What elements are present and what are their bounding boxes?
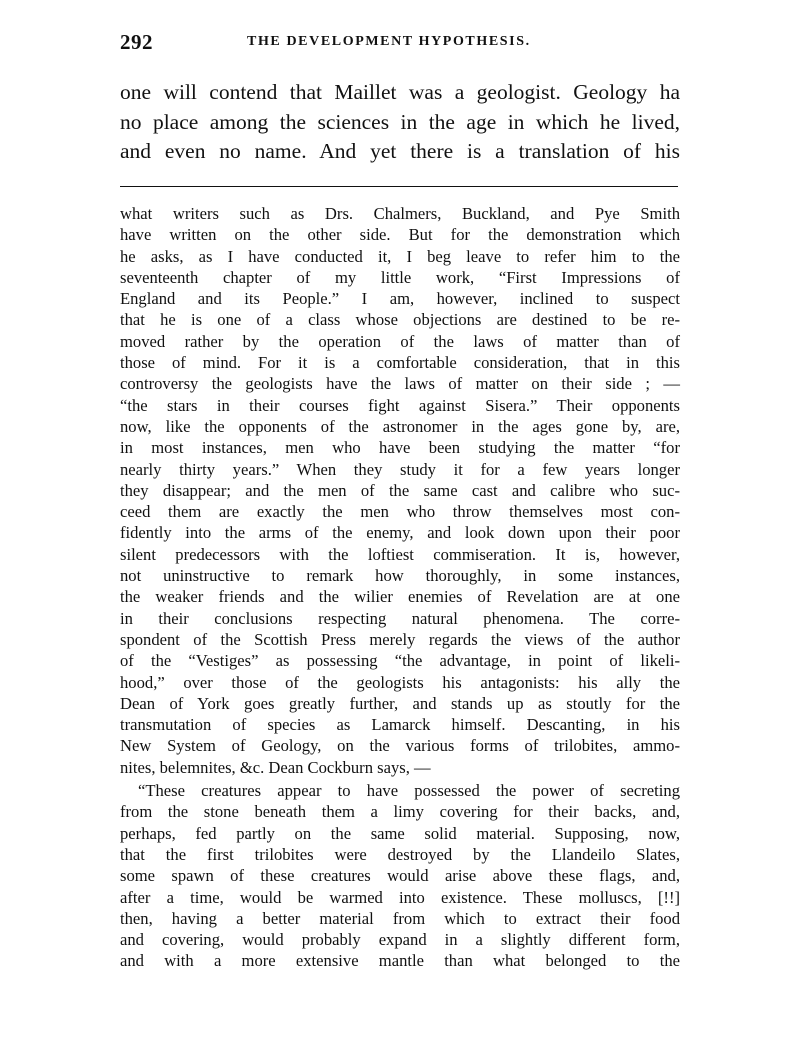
- footnote-line: now, like the opponents of the astronomer in the ages gone by, are,: [120, 416, 680, 436]
- footnote-line: and with a more extensive mantle than what belonged to the: [120, 951, 680, 971]
- footnote-line: England and its People.” I am, however, inclined to suspect: [120, 289, 680, 309]
- footnote-line: in their conclusions respecting natural phenomena. The corre-: [120, 608, 680, 628]
- body-line: and even no name. And yet there is a translation of his: [120, 139, 680, 163]
- footnote-line: what writers such as Drs. Chalmers, Buckland, and Pye Smith: [120, 204, 680, 223]
- footnote-line: fidently into the arms of the enemy, and look down upon their poor: [120, 523, 680, 543]
- footnote-line: hood,” over those of the geologists his antagonists: his ally the: [120, 672, 680, 692]
- footnote-line: in most instances, men who have been studying the matter “for: [120, 438, 680, 458]
- footnote-line: “These creatures appear to have possessed the power of secreting: [138, 781, 680, 801]
- footnote-line: transmutation of species as Lamarck himself. Descanting, in his: [120, 715, 680, 735]
- footnote-line: from the stone beneath them a limy covering for their backs, and,: [120, 802, 680, 822]
- footnote-line: they disappear; and the men of the same cast and calibre who suc-: [120, 480, 680, 500]
- footnote-line: ceed them are exactly the men who throw themselves most con-: [120, 502, 680, 522]
- page-number: 292: [120, 30, 153, 54]
- footnote-line: Dean of York goes greatly further, and stands up as stoutly for the: [120, 693, 680, 713]
- footnote-line: “the stars in their courses fight against Sisera.” Their opponents: [120, 395, 680, 415]
- footnote-line: not uninstructive to remark how thoroughly, in some instances,: [120, 566, 680, 586]
- body-line: one will contend that Maillet was a geologist. Geology ha: [120, 80, 680, 104]
- body-line: no place among the sciences in the age in which he lived,: [120, 109, 680, 134]
- footnote-line: some spawn of these creatures would arise above these flags, and,: [120, 866, 680, 886]
- footnote-line: that he is one of a class whose objections are destined to be re-: [120, 310, 680, 330]
- footnote-line: have written on the other side. But for the demonstration which: [120, 225, 680, 245]
- footnote-line: the weaker friends and the wilier enemies of Revelation are at one: [120, 587, 680, 607]
- footnote-line: he asks, as I have conducted it, I beg leave to refer him to the: [120, 246, 680, 266]
- footnote-line: of the “Vestiges” as possessing “the advantage, in point of likeli-: [120, 651, 680, 671]
- footnote-line: then, having a better material from which to extract their food: [120, 908, 680, 928]
- footnote-line: those of mind. For it is a comfortable consideration, that in this: [120, 353, 680, 373]
- footnote-line: and covering, would probably expand in a slightly different form,: [120, 930, 680, 950]
- footnote-line: silent predecessors with the loftiest commiseration. It is, however,: [120, 544, 680, 564]
- footnote-line: moved rather by the operation of the laws of matter than of: [120, 331, 680, 351]
- page-header: [120, 30, 678, 56]
- footnote-line: New System of Geology, on the various forms of trilobites, ammo-: [120, 736, 680, 756]
- main-text: [120, 78, 680, 167]
- footnote-line: perhaps, fed partly on the same solid material. Supposing, now,: [120, 823, 680, 843]
- footnote-line: nites, belemnites, &c. Dean Cockburn says, —: [120, 757, 431, 777]
- footnote-line: that the first trilobites were destroyed by the Llandeilo Slates,: [120, 844, 680, 864]
- footnote-line: controversy the geologists have the laws of matter on their side ; —: [120, 374, 680, 394]
- footnote-rule: [120, 186, 678, 187]
- footnote-line: spondent of the Scottish Press merely regards the views of the author: [120, 629, 680, 649]
- footnote-line: nearly thirty years.” When they study it for a few years longer: [120, 459, 680, 479]
- running-head: THE DEVELOPMENT HYPOTHESIS.: [247, 34, 531, 49]
- footnote-line: after a time, would be warmed into existence. These molluscs, [!!]: [120, 887, 680, 907]
- footnote: [120, 203, 680, 972]
- footnote-line: seventeenth chapter of my little work, “First Impressions of: [120, 267, 680, 287]
